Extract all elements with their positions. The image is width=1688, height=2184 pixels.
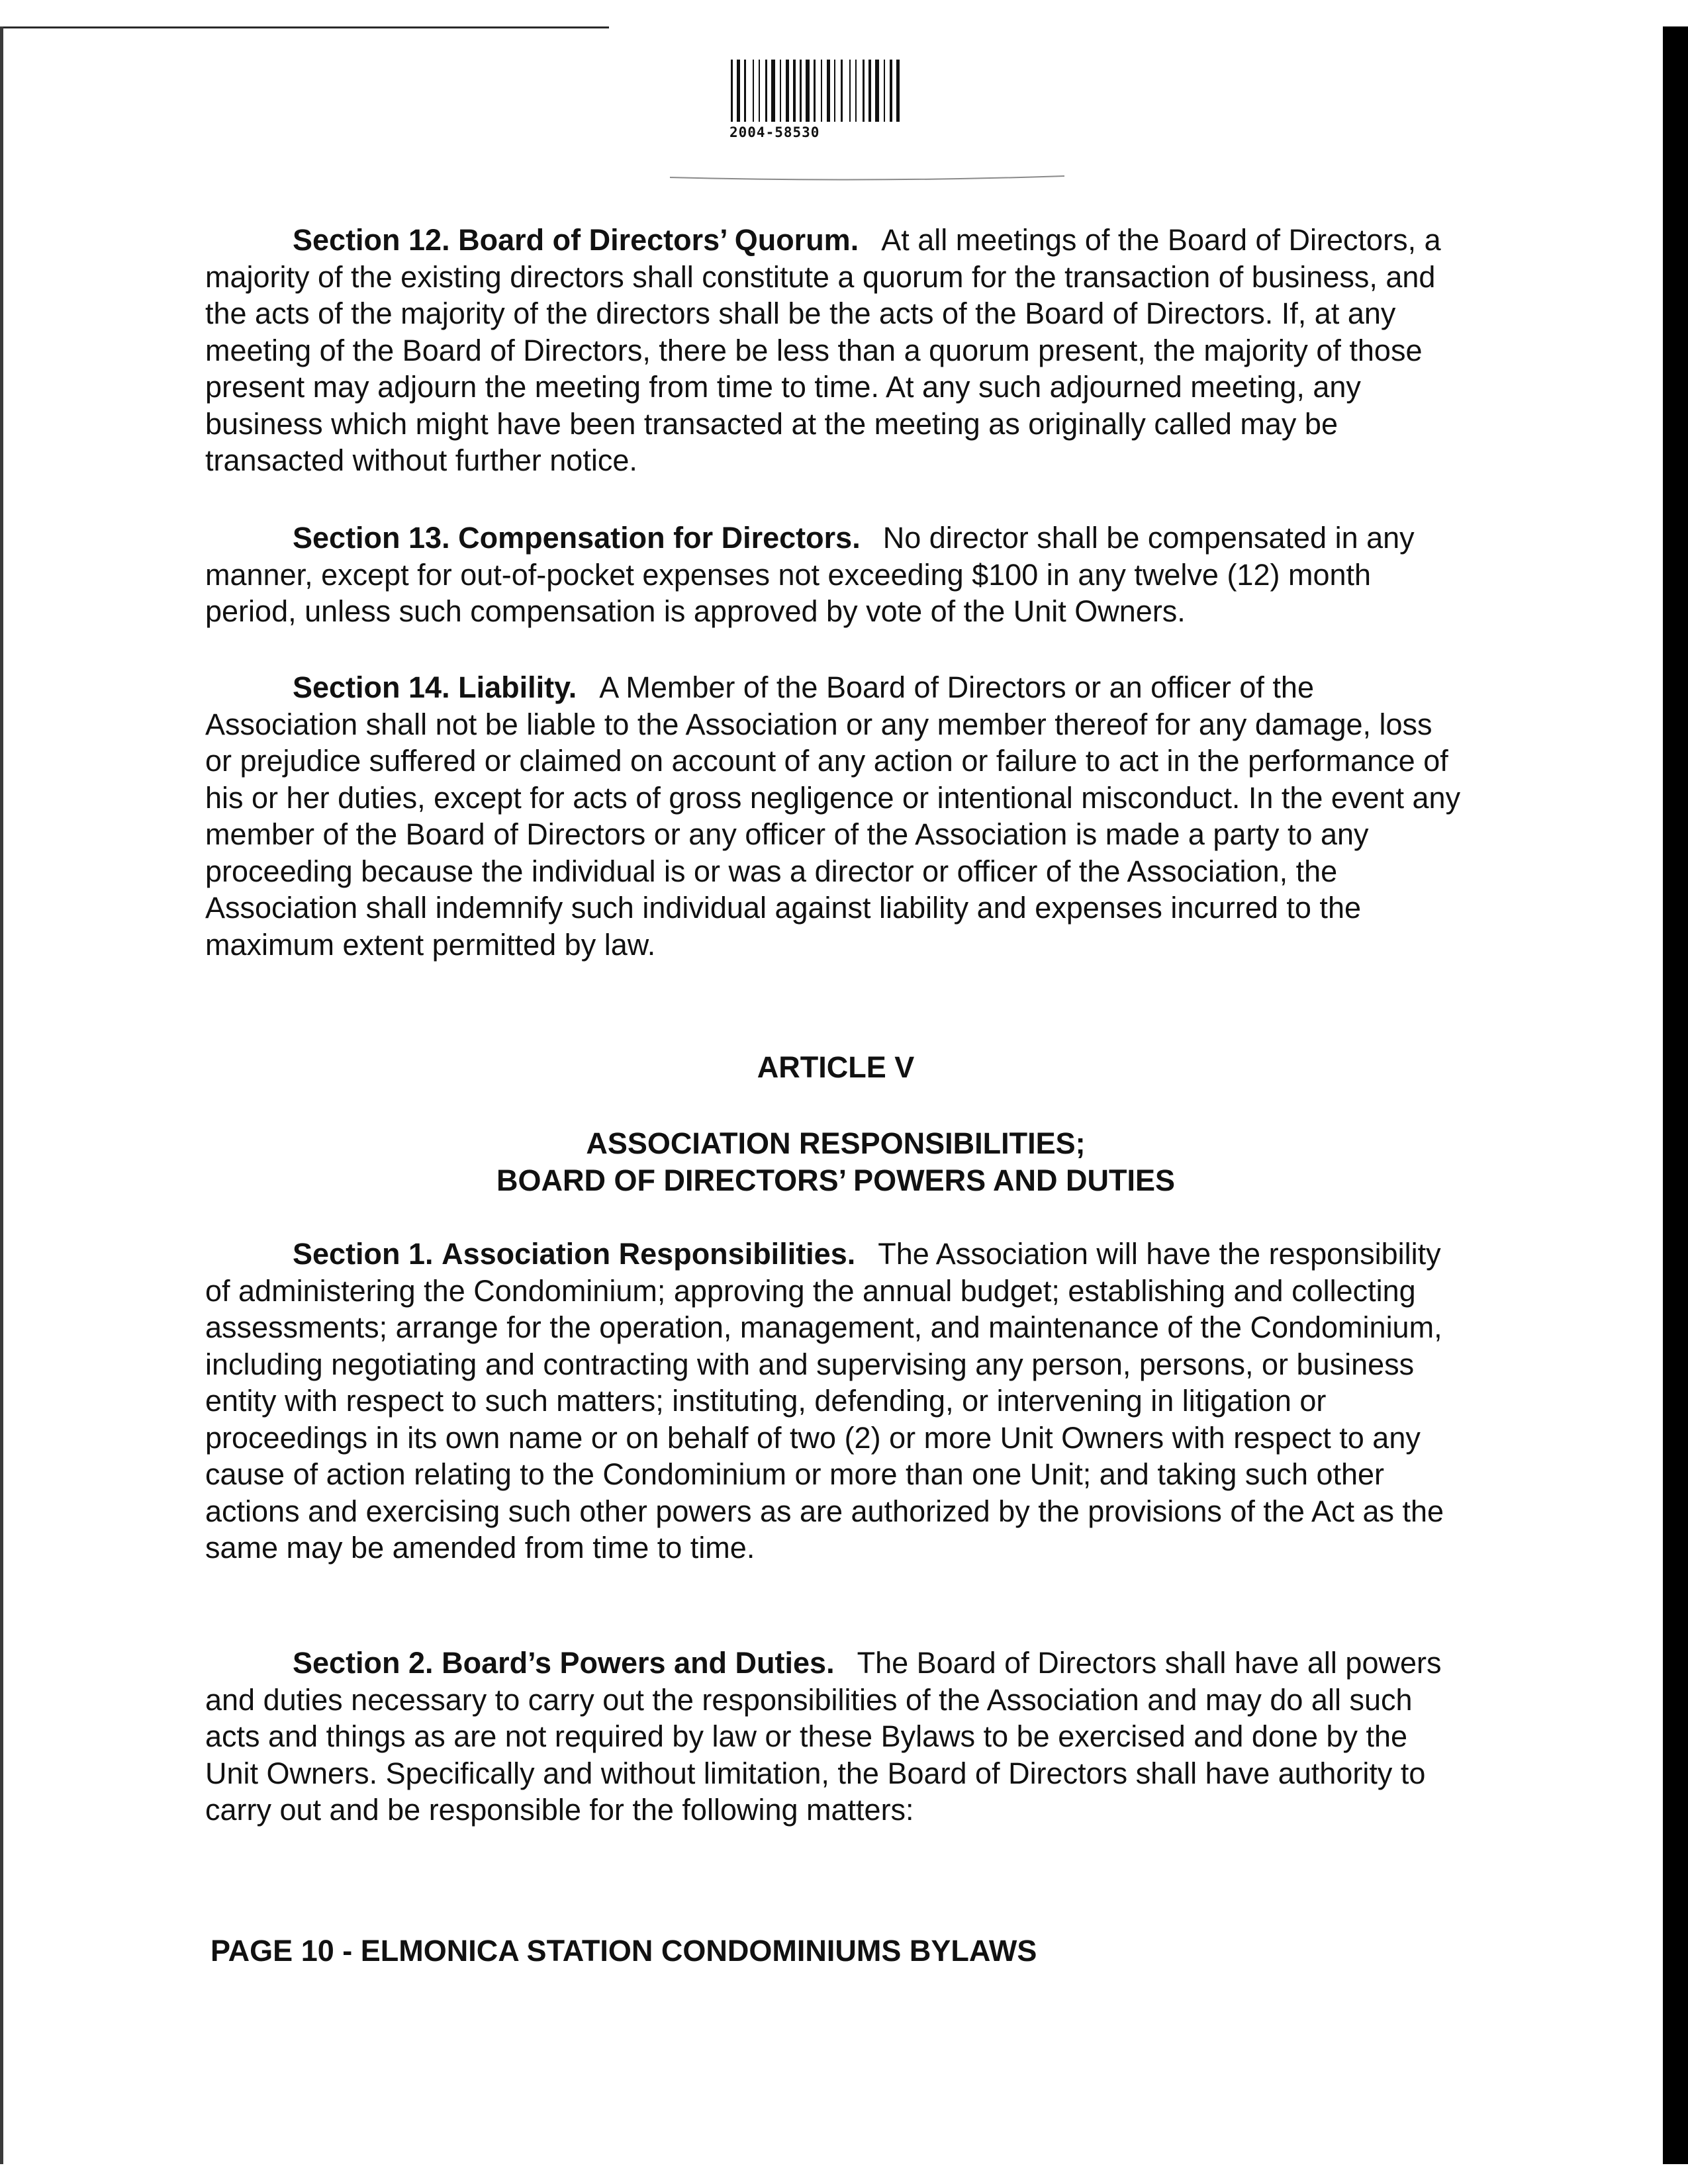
section-14-paragraph <box>205 669 1466 963</box>
scan-edge-top <box>0 26 609 28</box>
section-2-title: Board’s Powers and Duties. <box>442 1646 835 1680</box>
article-label: ARTICLE V <box>757 1050 915 1084</box>
barcode-number: 2004-58530 <box>729 124 820 140</box>
article-title-line-1: ASSOCIATION RESPONSIBILITIES; <box>586 1126 1086 1160</box>
section-13-paragraph <box>205 520 1466 630</box>
article-title-line-2: BOARD OF DIRECTORS’ POWERS AND DUTIES <box>496 1163 1176 1197</box>
section-12-number: Section 12. <box>293 223 450 257</box>
section-2-body: The Board of Directors shall have all powers and duties necessary to carry out the responsibilities of the Association and may do all such acts and things as are not required by law or these Bylaws to be exercised and done by the Unit Owners. Specifically and without limitation, the Board of Directors shall have authority to carry out and be responsible for the following matters: <box>205 1646 1442 1827</box>
section-13-number: Section 13. <box>293 521 450 555</box>
scan-edge-left <box>0 26 3 2164</box>
article-title <box>205 1125 1466 1199</box>
section-12-body: At all meetings of the Board of Directors, a majority of the existing directors shall constitute a quorum for the transaction of business, and the acts of the majority of the directors shall be the acts of the Board of Directors. If, at any meeting of the Board of Directors, there be less than a quorum present, the majority of those present may adjourn the meeting from time to time. At any such adjourned meeting, any business which might have been transacted at the meeting as originally called may be transacted without further notice. <box>205 223 1441 477</box>
scan-edge-right <box>1663 26 1688 2164</box>
section-2-number: Section 2. <box>293 1646 434 1680</box>
section-14-title: Liability. <box>458 670 577 704</box>
section-1-number: Section 1. <box>293 1237 434 1271</box>
page-footer: PAGE 10 - ELMONICA STATION CONDOMINIUMS BYLAWS <box>211 1934 1037 1968</box>
section-2-paragraph <box>205 1645 1466 1829</box>
barcode-icon <box>728 60 1026 122</box>
scan-smudge-line <box>669 173 1066 187</box>
section-13-body: No director shall be compensated in any manner, except for out-of-pocket expenses not exceeding $100 in any twelve (12) month period, unless such compensation is approved by vote of the Unit Owners. <box>205 521 1415 628</box>
section-13-title: Compensation for Directors. <box>458 521 861 555</box>
section-14-body: A Member of the Board of Directors or an officer of the Association shall not be liable to the Association or any member thereof for any damage, loss or prejudice suffered or claimed on account of any action or failure to act in the performance of his or her duties, except for acts of gross negligence or intentional misconduct. In the event any member of the Board of Directors or any officer of the Association is made a party to any proceeding because the individual is or was a director or officer of the Association, the Association shall indemnify such individual against liability and expenses incurred to the maximum extent permitted by law. <box>205 670 1461 962</box>
section-12-title: Board of Directors’ Quorum. <box>458 223 859 257</box>
section-14-number: Section 14. <box>293 670 450 704</box>
barcode <box>728 60 1026 146</box>
section-1-title: Association Responsibilities. <box>442 1237 856 1271</box>
section-1-paragraph <box>205 1236 1466 1567</box>
section-12-paragraph <box>205 222 1466 479</box>
section-1-body: The Association will have the responsibility of administering the Condominium; approving the annual budget; establishing and collecting assessments; arrange for the operation, management, and maintenance of the Condominium, including negotiating and contracting with and supervising any person, persons, or business entity with respect to such matters; instituting, defending, or intervening in litigation or proceedings in its own name or on behalf of two (2) or more Unit Owners with respect to any cause of action relating to the Condominium or more than one Unit; and taking such other actions and exercising such other powers as are authorized by the provisions of the Act as the same may be amended from time to time. <box>205 1237 1444 1565</box>
